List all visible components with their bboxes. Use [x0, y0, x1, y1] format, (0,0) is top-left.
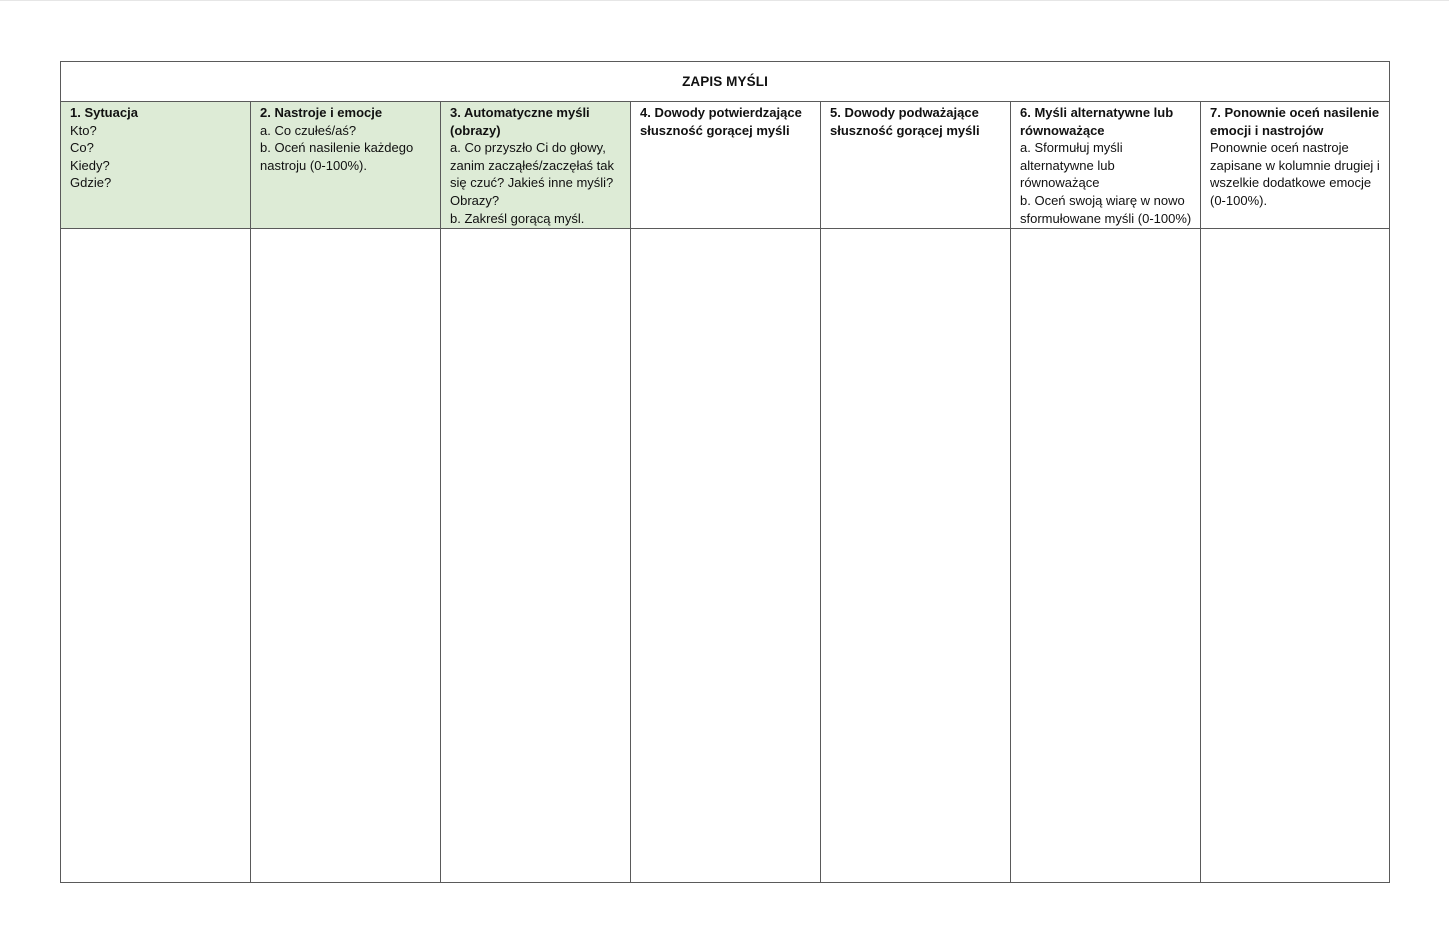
column-prompt: Ponownie oceń nastroje zapisane w kolumnie drugiej i wszelkie dodatkowe emocje (0-100%).	[1210, 140, 1380, 208]
column-heading: 6. Myśli alternatywne lub równoważące	[1020, 105, 1174, 138]
entry-cell-alternative-thoughts[interactable]	[1011, 229, 1201, 883]
column-heading: 1. Sytuacja	[70, 105, 138, 120]
table-title: ZAPIS MYŚLI	[61, 62, 1390, 102]
entry-cell-automatic-thoughts[interactable]	[441, 229, 631, 883]
column-prompt: b. Oceń swoją wiarę w nowo sformułowane myśli (0-100%)	[1020, 192, 1192, 226]
entry-cell-rerate-moods[interactable]	[1201, 229, 1390, 883]
column-prompt: Gdzie?	[70, 175, 112, 191]
column-prompt: a. Co przyszło Ci do głowy, zanim zacząłeś/zaczęłaś tak się czuć? Jakieś inne myśli? Obrazy?	[450, 140, 615, 208]
title-row	[61, 62, 1390, 102]
thought-record-table	[60, 61, 1390, 883]
header-row	[61, 102, 1390, 229]
column-header-moods	[251, 102, 441, 229]
column-prompt: Kiedy?	[70, 157, 110, 173]
column-prompt: Kto?	[70, 122, 97, 138]
column-prompt: Co?	[70, 140, 94, 156]
column-heading: 5. Dowody podważające słuszność gorącej myśli	[830, 105, 980, 138]
column-heading: 3. Automatyczne myśli (obrazy)	[450, 105, 590, 138]
column-prompt: b. Zakreśl gorącą myśl.	[450, 210, 585, 226]
column-header-rerate-moods	[1201, 102, 1390, 229]
entry-cell-moods[interactable]	[251, 229, 441, 883]
column-prompt: a. Co czułeś/aś?	[260, 122, 357, 138]
column-prompt: b. Oceń nasilenie każdego nastroju (0-100%).	[260, 140, 414, 173]
page-top-rule	[0, 0, 1449, 1]
entry-cell-situation[interactable]	[61, 229, 251, 883]
column-header-contrary-evidence	[821, 102, 1011, 229]
column-heading: 7. Ponownie oceń nasilenie emocji i nastrojów	[1210, 105, 1380, 138]
column-header-situation	[61, 102, 251, 229]
entry-cell-contrary-evidence[interactable]	[821, 229, 1011, 883]
entry-row	[61, 229, 1390, 883]
column-heading: 2. Nastroje i emocje	[260, 105, 383, 120]
column-header-automatic-thoughts	[441, 102, 631, 229]
column-header-alternative-thoughts	[1011, 102, 1201, 229]
column-prompt: a. Sformułuj myśli alternatywne lub równoważące	[1020, 140, 1123, 191]
entry-cell-supporting-evidence[interactable]	[631, 229, 821, 883]
column-heading: 4. Dowody potwierdzające słuszność gorącej myśli	[640, 105, 802, 138]
column-header-supporting-evidence	[631, 102, 821, 229]
